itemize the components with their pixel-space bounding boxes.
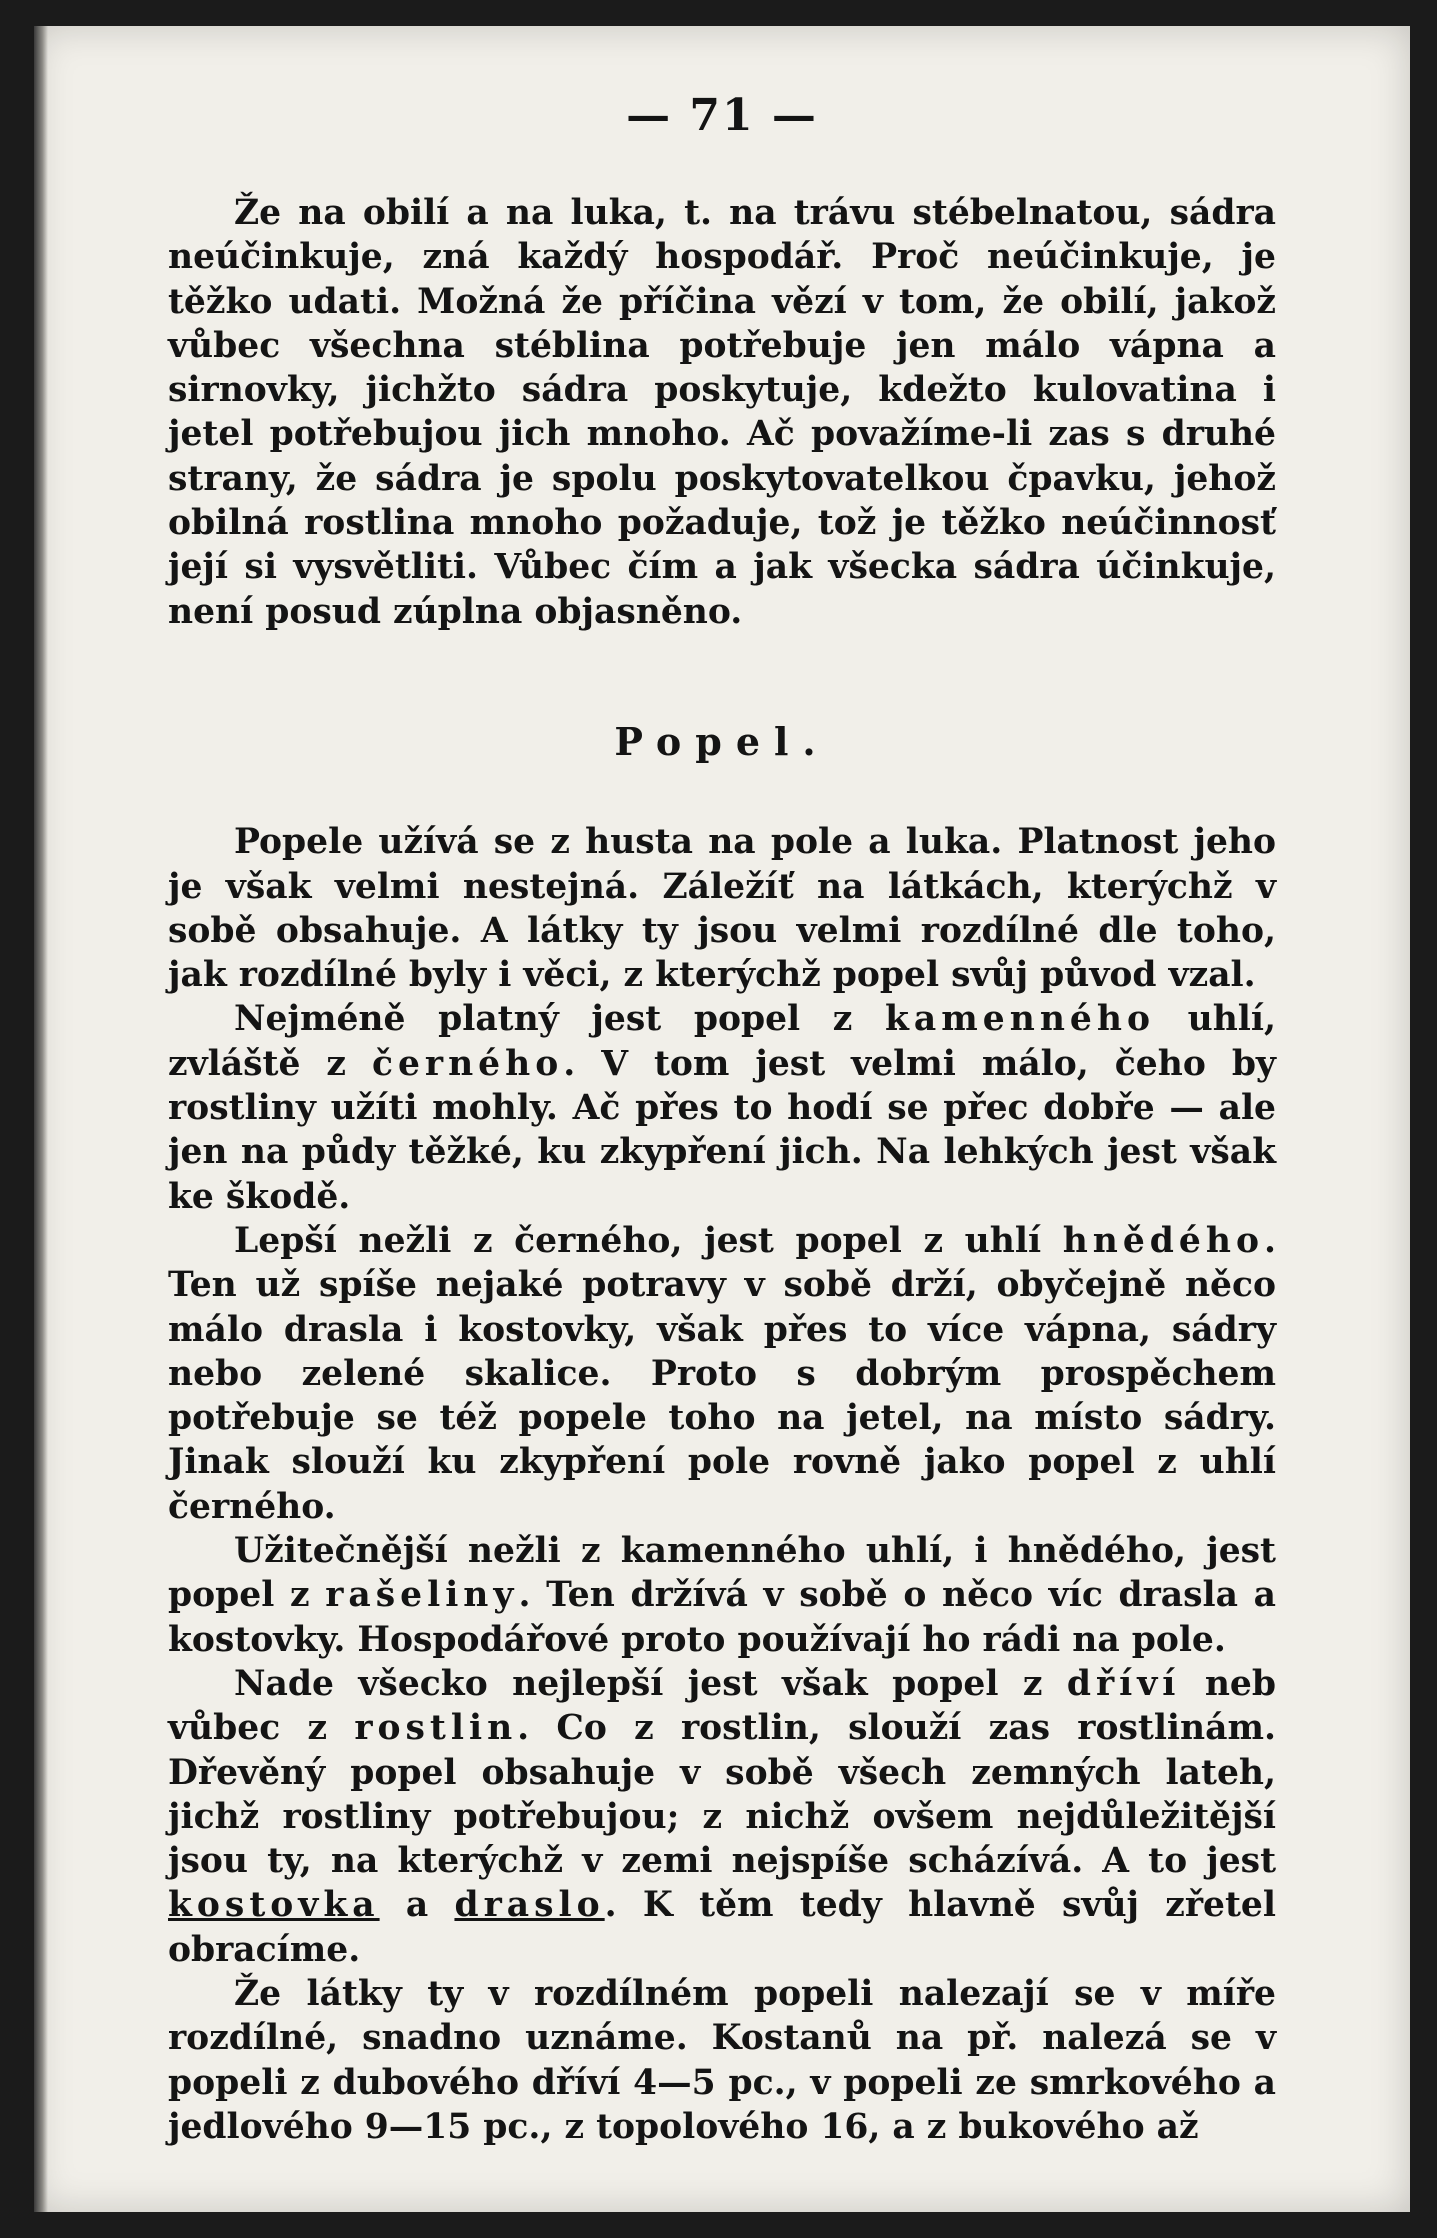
page-binding-edge bbox=[34, 26, 48, 2212]
paragraph-kamenne-uhli bbox=[168, 997, 1276, 1218]
text-run: Nejméně platný jest popel z bbox=[234, 999, 886, 1040]
emphasis-raseliny: rašeliny bbox=[325, 1575, 519, 1616]
text-run: Lepší nežli z černého, jest popel z uhlí bbox=[234, 1220, 1063, 1261]
page-body bbox=[168, 191, 1276, 2149]
text-run: . Ten držívá v sobě o něco víc drasla a kostovky. Hospodářové proto používají ho rádi na pole. bbox=[168, 1575, 1276, 1660]
emphasis-cerneho: černého bbox=[371, 1043, 564, 1084]
text-run: . V tom jest velmi málo, čeho by rostliny užíti mohly. Ač přes to hodí se přec dobře — ale jen na půdy těžké, ku zkypření jich. Na lehkých jest však ke škodě. bbox=[168, 1043, 1276, 1217]
text-run: uhlí, zvláště z bbox=[168, 999, 1277, 1084]
emphasis-kamenneho: kamenného bbox=[885, 999, 1155, 1040]
text-run: Užitečnější nežli z kamenného uhlí, i hnědého, jest popel z bbox=[168, 1531, 1276, 1616]
emphasis-draslo: draslo bbox=[454, 1885, 605, 1926]
paragraph-raselina bbox=[168, 1529, 1276, 1662]
text-run: . Co z rostlin, slouží zas rostlinám. Dřevěný popel obsahuje v sobě všech zemných lateh, jichž rostliny potřebujou; z nichž ovšem nejdůležitější jsou ty, na kterýchž v zemi nejspíše scházívá. A to jest bbox=[168, 1708, 1276, 1882]
paragraph-drivi bbox=[168, 1662, 1276, 1972]
emphasis-drivi: dříví bbox=[1066, 1663, 1181, 1704]
book-page bbox=[34, 26, 1410, 2212]
section-heading: Popel. bbox=[614, 718, 830, 764]
emphasis-kostovka: kostovka bbox=[168, 1885, 380, 1926]
paragraph-sadra: Že na obilí a na luka, t. na trávu stébelnatou, sádra neúčinkuje, zná každý hospodář. Proč neúčinkuje, je těžko udati. Možná že příčina vězí v tom, že obilí, jakož vůbec všechna stéblina potřebuje jen málo vápna a sirnovky, jichžto sádra poskytuje, kdežto kulovatina i jetel potřebujou jich mnoho. Ač považíme-li zas s druhé strany, že sádra je spolu poskytovatelkou čpavku, jehož obilná rostlina mnoho požaduje, tož je těžko neúčinnosť její si vysvětliti. Vůbec čím a jak všecka sádra účinkuje, není posud zúplna objasněno. bbox=[168, 193, 1276, 632]
paragraph-latky-v-popeli: Že látky ty v rozdílném popeli nalezají se v míře rozdílné, snadno uznáme. Kostanů na př. nalezá se v popeli z dubového dříví 4—5 pc., v popeli ze smrkového a jedlového 9—15 pc., z topolového 16, a z bukového až bbox=[168, 1973, 1276, 2147]
text-run: Nade všecko nejlepší jest však popel z bbox=[234, 1663, 1067, 1704]
emphasis-hnedeho: hnědého bbox=[1062, 1220, 1264, 1261]
text-run: neb vůbec z bbox=[168, 1663, 1276, 1749]
text-run: . Ten už spíše nejaké potravy v sobě drží, obyčejně něco málo drasla i kostovky, však přes to více vápna, sádry nebo zelené skalice. Proto s dobrým prospěchem potřebuje se též popele toho na jetel, na místo sádry. Jinak slouží ku zkypření pole rovně jako popel z uhlí černého. bbox=[168, 1220, 1276, 1527]
text-run: . K těm tedy hlavně svůj zřetel obracíme. bbox=[168, 1885, 1276, 1970]
text-run: a bbox=[379, 1885, 455, 1926]
page-number: — 71 — bbox=[626, 90, 818, 141]
paragraph-popel-intro: Popele užívá se z husta na pole a luka. Platnost jeho je však velmi nestejná. Záležíť na látkách, kterýchž v sobě obsahuje. A látky ty jsou velmi rozdílné dle toho, jak rozdílné byly i věci, z kterýchž popel svůj původ vzal. bbox=[168, 822, 1276, 996]
paragraph-hnede-uhli bbox=[168, 1219, 1276, 1529]
emphasis-rostlin: rostlin bbox=[354, 1708, 518, 1749]
